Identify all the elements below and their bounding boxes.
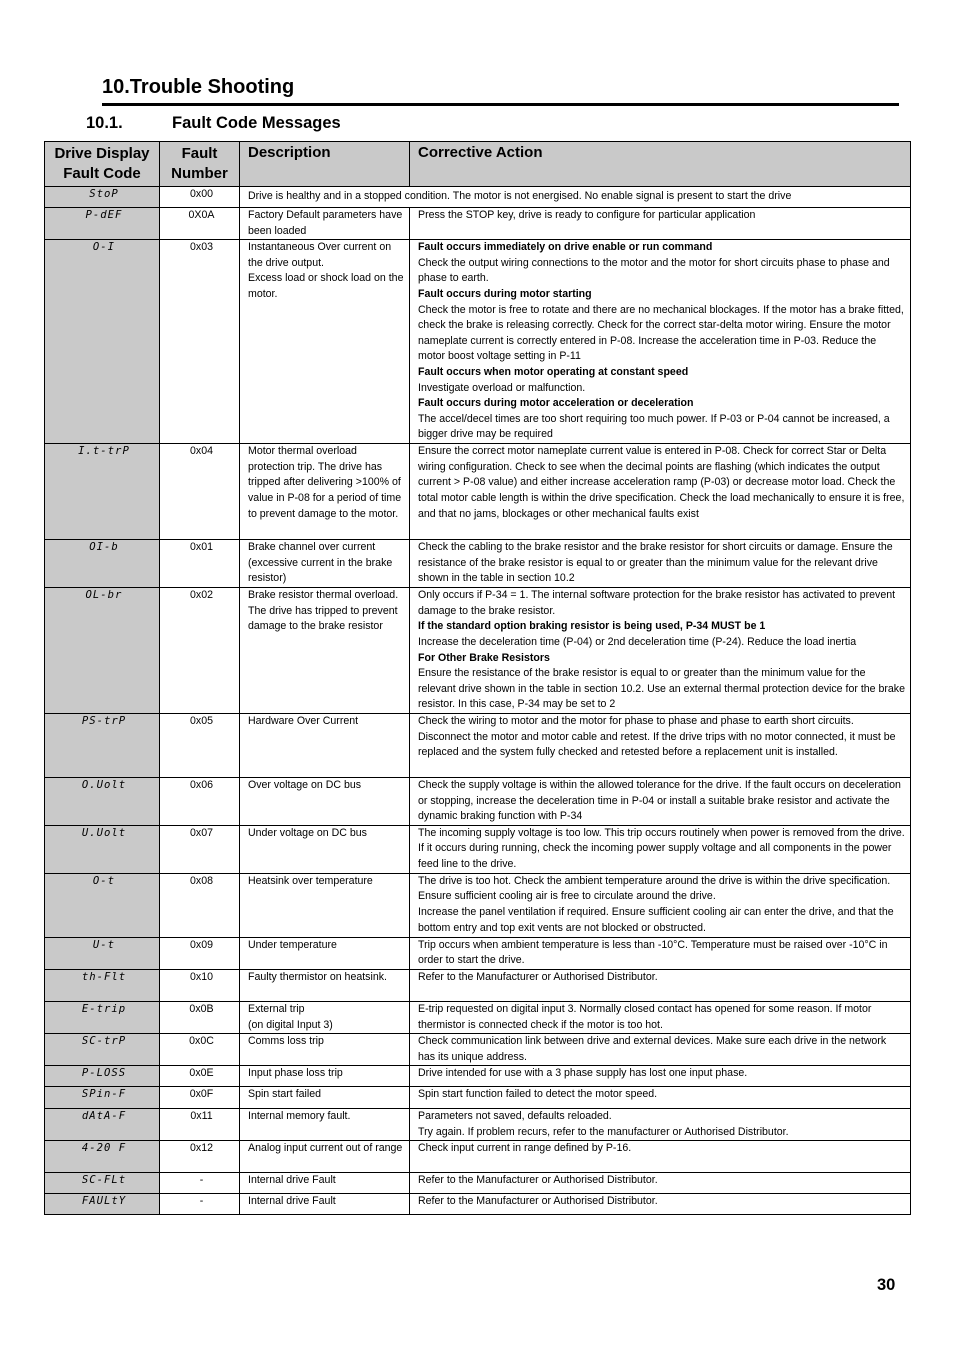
fault-description: [240, 1001, 410, 1033]
header-fault-code-line1: Drive Display: [54, 145, 150, 162]
fault-description: [240, 444, 410, 540]
fault-number: 0x11: [160, 1109, 240, 1141]
table-row: [45, 1034, 911, 1066]
table-row: [45, 208, 911, 240]
action-text: Drive intended for use with a 3 phase supply has lost one input phase.: [418, 1067, 748, 1080]
description-text: Excess load or shock load on the motor.: [248, 272, 404, 300]
action-subheading: Fault occurs during motor starting: [418, 287, 592, 300]
fault-code-display: th-Flt: [45, 969, 160, 1001]
header-fault-code: [45, 142, 160, 187]
title-rule: [102, 103, 899, 106]
fault-number: 0x00: [160, 187, 240, 208]
action-text: Check the cabling to the brake resistor and the brake resistor for short circuits or damage. Ensure the resistance of the brake resistor is equal to or greater than the minimum value for the relevant drive shown in the table in section 10.2: [418, 541, 893, 585]
table-row: [45, 825, 911, 873]
table-row: [45, 1087, 911, 1109]
action-subheading: If the standard option braking resistor is being used, P-34 MUST be 1: [418, 620, 766, 633]
table-row: [45, 1001, 911, 1033]
fault-code-display: P-dEF: [45, 208, 160, 240]
action-text: The accel/decel times are too short requiring too much power. If P-03 or P-04 cannot be increased, a bigger drive may be required: [418, 412, 890, 441]
fault-number: 0x08: [160, 873, 240, 937]
action-text: Check communication link between drive and external devices. Make sure each drive in the network has its unique address.: [418, 1035, 887, 1063]
corrective-action: [410, 937, 911, 969]
header-fault-number-line2: Number: [171, 165, 228, 182]
corrective-action: [410, 1109, 911, 1141]
table-row: [45, 1141, 911, 1173]
corrective-action: [410, 1173, 911, 1194]
action-text: Investigate overload or malfunction.: [418, 381, 586, 394]
fault-description: [240, 713, 410, 777]
table-row: [45, 588, 911, 714]
table-row: [45, 873, 911, 937]
fault-code-display: I.t-trP: [45, 444, 160, 540]
table-row: [45, 444, 911, 540]
header-fault-number-line1: Fault: [181, 145, 218, 162]
action-text: Check the output wiring connections to the motor and the motor for short circuits phase to phase and phase to earth.: [418, 256, 890, 285]
fault-number: 0x03: [160, 240, 240, 444]
fault-number: -: [160, 1194, 240, 1215]
action-text: Press the STOP key, drive is ready to configure for particular application: [418, 209, 756, 221]
corrective-action: [410, 873, 911, 937]
action-subheading: Fault occurs immediately on drive enable or run command: [418, 241, 713, 254]
fault-description: [240, 969, 410, 1001]
action-text: Parameters not saved, defaults reloaded.: [418, 1110, 612, 1123]
fault-code-display: dAtA-F: [45, 1109, 160, 1141]
action-text: Ensure the correct motor nameplate current value is entered in P-08. Check for correct Star or Delta wiring configuration. Check to see when the decimal points are flashing (which indicates the output current > P-08 value) and either increase acceleration ramp (P-03) or decrease motor load. Check the total motor cable length is within the drive specification. Check the load mechanically to ensure it is free, and that no jams, blockages or other mechanical faults exist: [418, 445, 905, 520]
table-row: [45, 1066, 911, 1087]
corrective-action: [410, 1034, 911, 1066]
description-text: Analog input current out of range: [248, 1142, 403, 1155]
table-row: [45, 1173, 911, 1194]
action-text: Trip occurs when ambient temperature is less than -10°C. Temperature must be raised over -10°C in order to start the drive.: [418, 938, 888, 967]
fault-code-table: [44, 141, 911, 1215]
fault-number: 0x09: [160, 937, 240, 969]
fault-description: [240, 1066, 410, 1087]
fault-description: [240, 1141, 410, 1173]
fault-description: [240, 1087, 410, 1109]
table-row: [45, 969, 911, 1001]
action-subheading: Fault occurs when motor operating at constant speed: [418, 365, 689, 378]
description-text: Internal memory fault.: [248, 1110, 351, 1123]
fault-status-text: Drive is healthy and in a stopped condition. The motor is not energised. No enable signal is present to start the drive: [240, 187, 911, 208]
corrective-action: [410, 825, 911, 873]
table-row: [45, 777, 911, 825]
description-text: Brake channel over current (excessive current in the brake resistor): [248, 541, 393, 585]
description-text: Internal drive Fault: [248, 1195, 336, 1208]
corrective-action: [410, 1141, 911, 1173]
description-text: Motor thermal overload protection trip. The drive has tripped after delivering >100% of value in P-08 for a period of time to prevent damage to the motor.: [248, 445, 402, 520]
action-text: Check input current in range defined by P-16.: [418, 1142, 632, 1155]
fault-description: [240, 873, 410, 937]
corrective-action: [410, 969, 911, 1001]
fault-number: -: [160, 1173, 240, 1194]
action-text: Try again. If problem recurs, refer to the manufacturer or Authorised Distributor.: [418, 1125, 789, 1138]
description-text: Under voltage on DC bus: [248, 826, 367, 839]
table-row: [45, 1109, 911, 1141]
fault-description: [240, 240, 410, 444]
description-text: Faulty thermistor on heatsink.: [248, 970, 387, 983]
section-title: Fault Code Messages: [172, 114, 341, 132]
fault-number: 0x01: [160, 540, 240, 588]
fault-code-display: 4-20 F: [45, 1141, 160, 1173]
fault-code-display: U-t: [45, 937, 160, 969]
fault-number: 0x0F: [160, 1087, 240, 1109]
description-text: Over voltage on DC bus: [248, 778, 362, 791]
description-text: External trip: [248, 1002, 305, 1015]
description-text: (on digital Input 3): [248, 1018, 333, 1031]
corrective-action: [410, 208, 911, 240]
action-text: Check the supply voltage is within the allowed tolerance for the drive. If the fault occurs on deceleration or stopping, increase the deceleration time in P-04 or install a suitable brake resistor and activate the dynamic braking function with P-34: [418, 778, 901, 823]
header-description: Description: [240, 142, 410, 187]
corrective-action: [410, 588, 911, 714]
fault-code-display: E-trip: [45, 1001, 160, 1033]
corrective-action: [410, 1066, 911, 1087]
fault-description: [240, 1194, 410, 1215]
fault-description: [240, 825, 410, 873]
fault-number: 0X0A: [160, 208, 240, 240]
fault-code-display: O-I: [45, 240, 160, 444]
description-text: Comms loss trip: [248, 1035, 324, 1048]
section-number: 10.1.: [86, 114, 123, 132]
fault-code-display: PS-trP: [45, 713, 160, 777]
corrective-action: [410, 540, 911, 588]
table-body: [45, 187, 911, 1215]
fault-description: [240, 1109, 410, 1141]
corrective-action: [410, 1087, 911, 1109]
description-text: Instantaneous Over current on the drive output.: [248, 241, 392, 269]
fault-code-display: SC-FLt: [45, 1173, 160, 1194]
fault-code-display: SC-trP: [45, 1034, 160, 1066]
corrective-action: [410, 1001, 911, 1033]
fault-description: [240, 1173, 410, 1194]
fault-number: 0x0E: [160, 1066, 240, 1087]
description-text: Under temperature: [248, 938, 337, 951]
action-text: Check the wiring to motor and the motor for phase to phase and phase to earth short circuits. Disconnect the motor and motor cable and retest. If the drive trips with no motor connected, it must be replaced and the system fully checked and retested before a replacement unit is installed.: [418, 714, 896, 759]
fault-code-display: FAULtY: [45, 1194, 160, 1215]
fault-description: [240, 1034, 410, 1066]
description-text: Factory Default parameters have been loaded: [248, 209, 403, 237]
header-corrective-action: Corrective Action: [410, 142, 911, 187]
action-subheading: Fault occurs during motor acceleration or deceleration: [418, 397, 694, 410]
fault-number: 0x10: [160, 969, 240, 1001]
description-text: Internal drive Fault: [248, 1174, 336, 1187]
table-row: [45, 713, 911, 777]
description-text: Brake resistor thermal overload. The drive has tripped to prevent damage to the brake resistor: [248, 589, 399, 633]
description-text: Spin start failed: [248, 1088, 322, 1101]
fault-description: [240, 937, 410, 969]
action-text: Refer to the Manufacturer or Authorised Distributor.: [418, 970, 658, 983]
fault-number: 0x02: [160, 588, 240, 714]
fault-code-display: O-t: [45, 873, 160, 937]
fault-description: [240, 588, 410, 714]
header-fault-code-line2: Fault Code: [63, 165, 141, 182]
description-text: Heatsink over temperature: [248, 874, 373, 887]
fault-description: [240, 540, 410, 588]
corrective-action: [410, 777, 911, 825]
action-text: Refer to the Manufacturer or Authorised Distributor.: [418, 1195, 658, 1208]
corrective-action: [410, 1194, 911, 1215]
action-text: E-trip requested on digital input 3. Normally closed contact has opened for some reason. If motor thermistor is connected check if the motor is too hot.: [418, 1002, 872, 1031]
table-row: [45, 187, 911, 208]
action-subheading: For Other Brake Resistors: [418, 651, 550, 664]
fault-number: 0x12: [160, 1141, 240, 1173]
fault-number: 0x0C: [160, 1034, 240, 1066]
table-row: [45, 937, 911, 969]
fault-number: 0x04: [160, 444, 240, 540]
table-row: [45, 240, 911, 444]
corrective-action: [410, 713, 911, 777]
fault-code-display: OL-br: [45, 588, 160, 714]
table-row: [45, 1194, 911, 1215]
action-text: Only occurs if P-34 = 1. The internal software protection for the brake resistor has activated to prevent damage to the brake resistor.: [418, 589, 896, 617]
corrective-action: [410, 240, 911, 444]
fault-description: [240, 777, 410, 825]
action-text: The incoming supply voltage is too low. This trip occurs routinely when power is removed from the drive. If it occurs during running, check the incoming power supply voltage and all components in the power feed line to the drive.: [418, 826, 905, 870]
description-text: Input phase loss trip: [248, 1067, 343, 1080]
fault-code-display: StoP: [45, 187, 160, 208]
description-text: Hardware Over Current: [248, 714, 359, 727]
header-fault-number: [160, 142, 240, 187]
corrective-action: [410, 444, 911, 540]
table-header-row: [45, 142, 911, 187]
fault-number: 0x06: [160, 777, 240, 825]
table-row: [45, 540, 911, 588]
page-title: 10.Trouble Shooting: [102, 76, 295, 98]
action-text: Ensure the resistance of the brake resistor is equal to or greater than the minimum value for the relevant drive shown in the table in section 10.2. Use an external thermal protection device for the brake resistor. In this case, P-34 may be set to 2: [418, 667, 905, 711]
fault-code-display: O.Uolt: [45, 777, 160, 825]
action-text: Increase the deceleration time (P-04) or 2nd deceleration time (P-24). Reduce the load inertia: [418, 635, 857, 648]
fault-number: 0x05: [160, 713, 240, 777]
fault-code-display: P-LOSS: [45, 1066, 160, 1087]
fault-code-display: SPin-F: [45, 1087, 160, 1109]
fault-code-display: U.Uolt: [45, 825, 160, 873]
action-text: Spin start function failed to detect the motor speed.: [418, 1088, 658, 1101]
action-text: Refer to the Manufacturer or Authorised Distributor.: [418, 1174, 658, 1187]
action-text: Check the motor is free to rotate and there are no mechanical blockages. If the motor has a brake fitted, check the brake is releasing correctly. Check for the correct star-delta motor wiring. Ensure the motor nameplate current is correctly entered in P-08. Increase the acceleration time in P-03. Reduce the motor boost voltage setting in P-11: [418, 303, 904, 363]
action-text: The drive is too hot. Check the ambient temperature around the drive is within the drive specification. Ensure sufficient cooling air is free to circulate around the drive.: [418, 874, 891, 903]
page-number: 30: [877, 1276, 896, 1294]
fault-description: [240, 208, 410, 240]
fault-number: 0x0B: [160, 1001, 240, 1033]
fault-number: 0x07: [160, 825, 240, 873]
action-text: Increase the panel ventilation if required. Ensure sufficient cooling air can enter the drive, and that the bottom entry and top exit vents are not blocked or obstructed.: [418, 905, 894, 934]
fault-code-display: OI-b: [45, 540, 160, 588]
